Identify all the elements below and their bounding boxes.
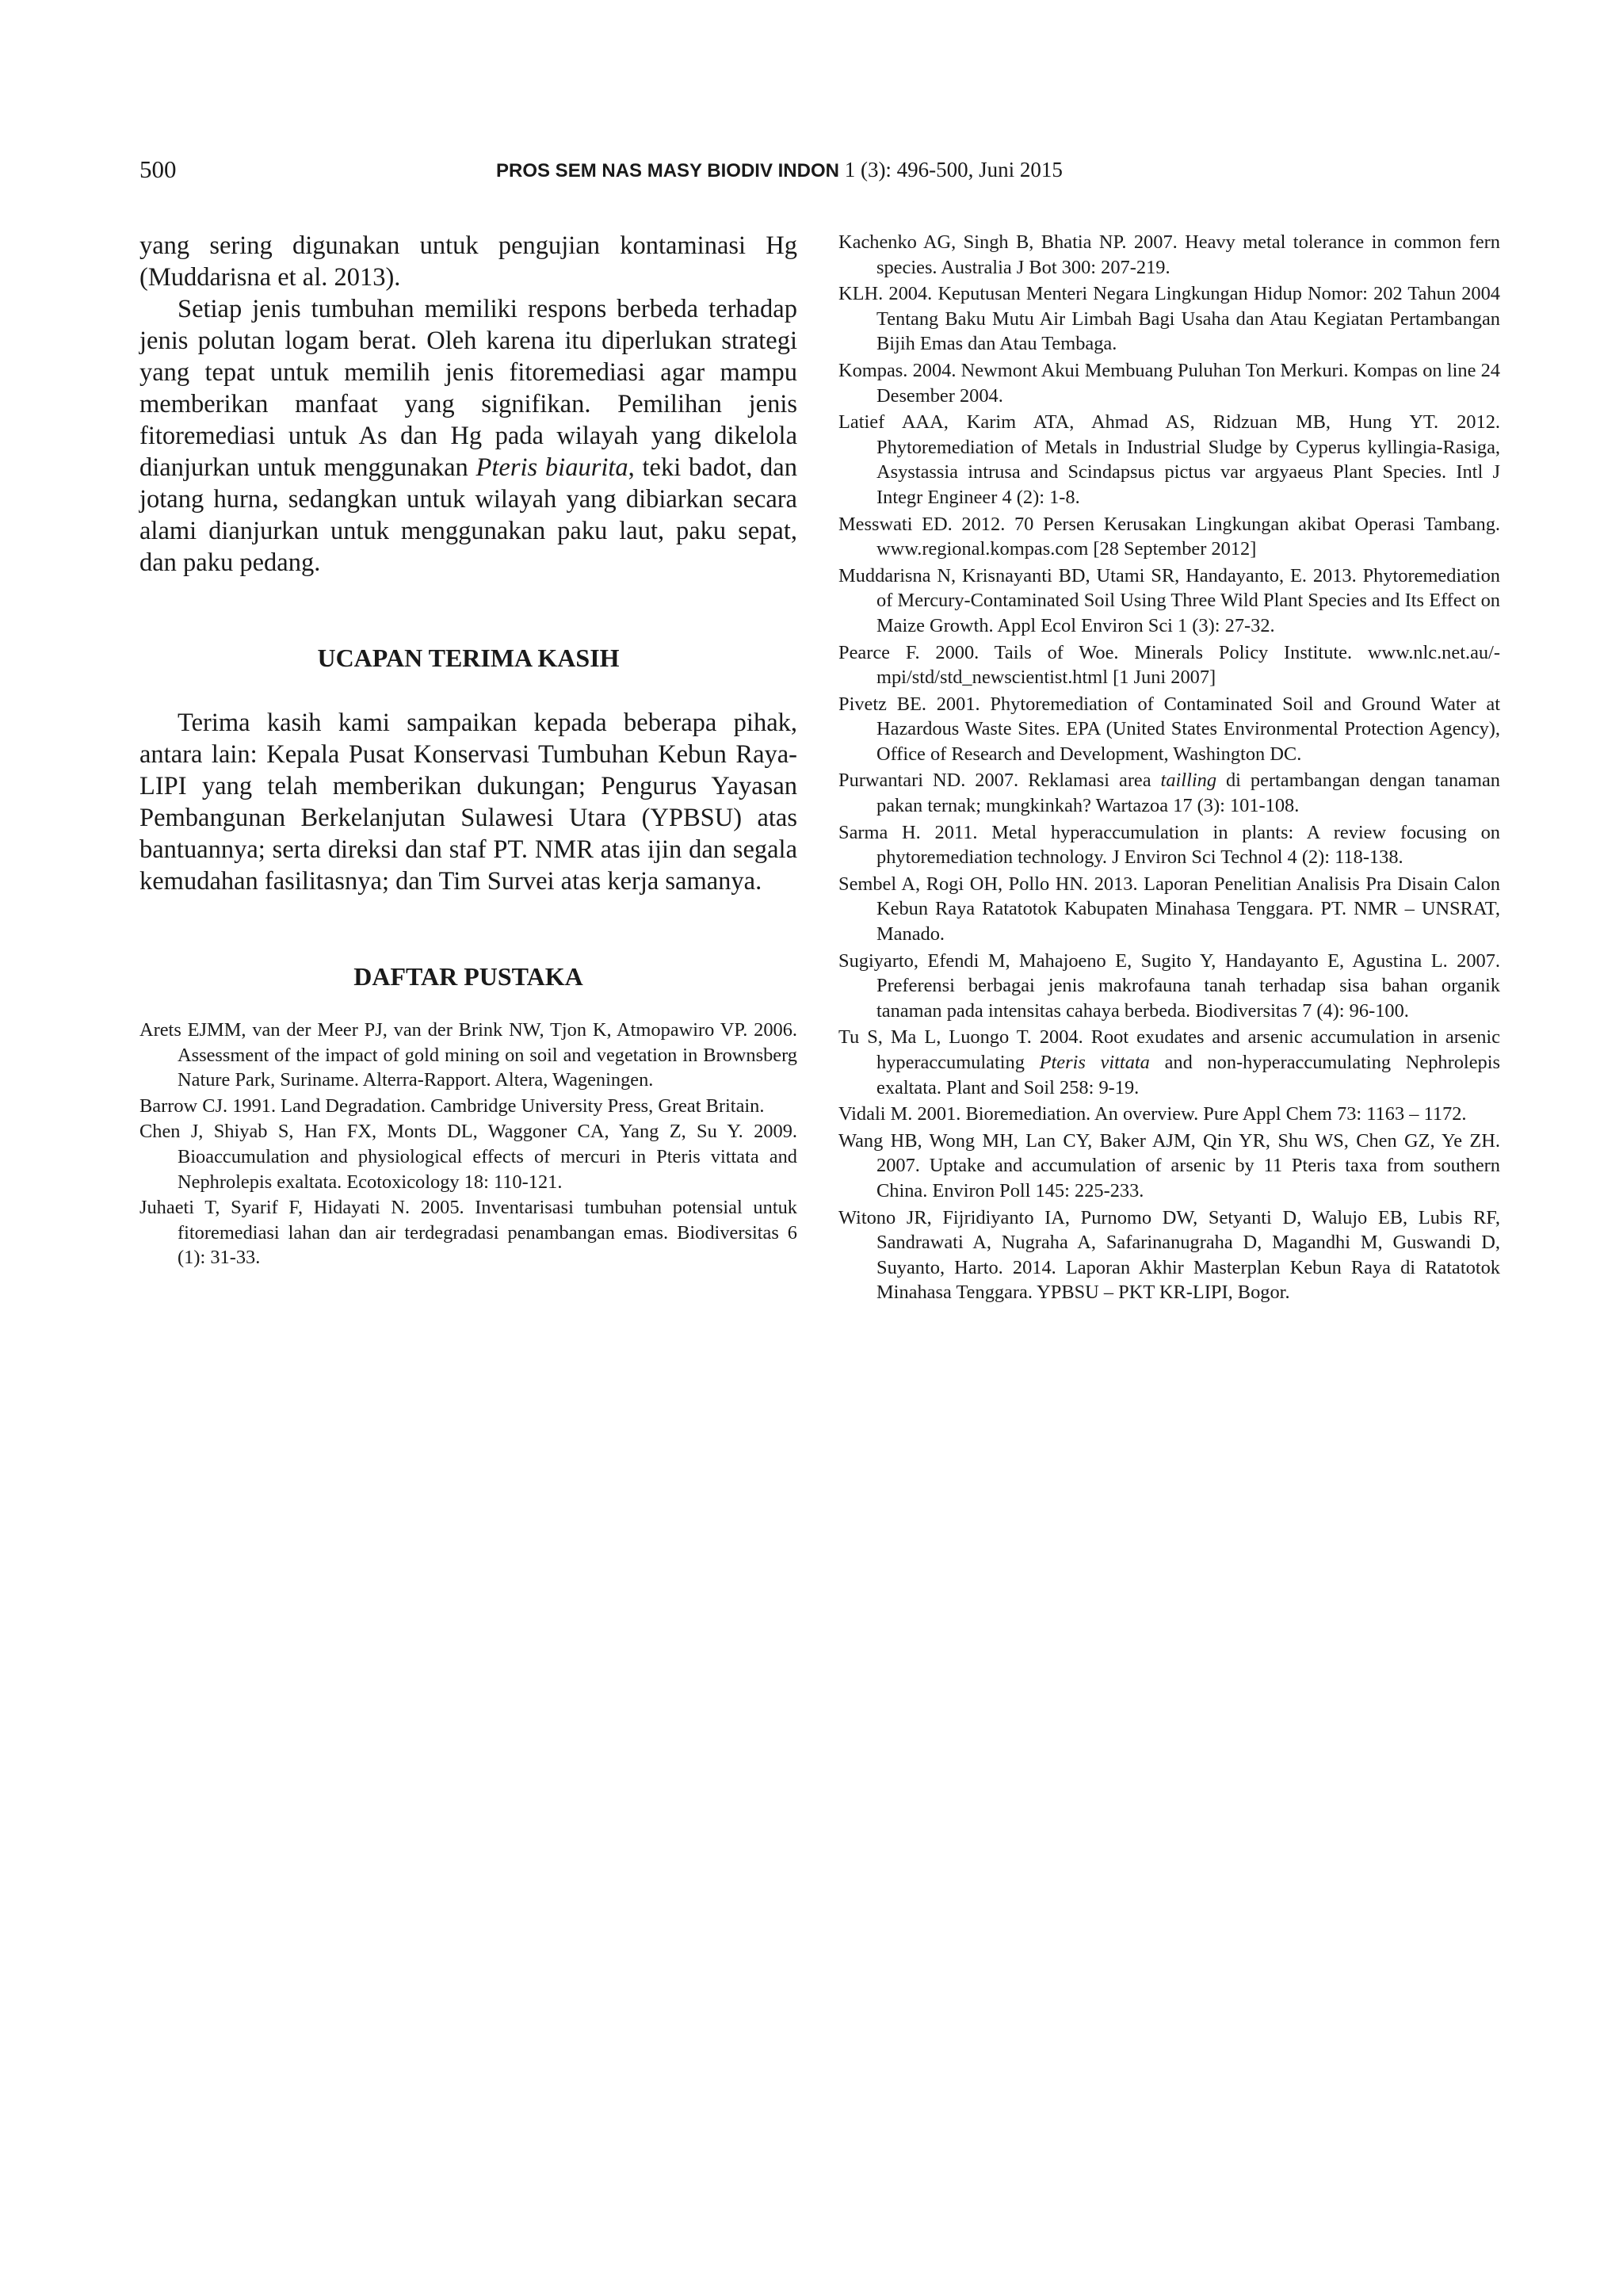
reference-item: Muddarisna N, Krisnayanti BD, Utami SR, Handayanto, E. 2013. Phytoremediation of Mercury-Contaminated Soil Using Three Wild Plant Species and Its Effect on Maize Growth. Appl Ecol Environ Sci 1 (3): 27-32. [838, 564, 1500, 636]
reference-item: Messwati ED. 2012. 70 Persen Kerusakan Lingkungan akibat Operasi Tambang. www.regional.kompas.com [28 September 2012] [838, 513, 1500, 560]
reference-text: and non-hyperaccumulating Nephrolepis exaltata. Plant and Soil 258: 9-19. [876, 1052, 1500, 1098]
journal-issue: 1 (3): 496-500, Juni 2015 [838, 158, 1063, 181]
reference-item: Witono JR, Fijridiyanto IA, Purnomo DW, Setyanti D, Walujo EB, Lubis RF, Sandrawati A, Nugraha A, Safarinanugraha D, Magandhi M, Guswandi D, Suyanto, Harto. 2014. Laporan Akhir Masterplan Kebun Raya di Ratatotok Minahasa Tenggara. YPBSU – PKT KR-LIPI, Bogor. [838, 1206, 1500, 1304]
reference-item: Sembel A, Rogi OH, Pollo HN. 2013. Laporan Penelitian Analisis Pra Disain Calon Kebun Raya Ratatotok Kabupaten Minahasa Tenggara. PT. NMR – UNSRAT, Manado. [838, 873, 1500, 946]
reference-item [838, 768, 1500, 818]
reference-item: Vidali M. 2001. Bioremediation. An overview. Pure Appl Chem 73: 1163 – 1172. [838, 1103, 1467, 1125]
reference-item: Kompas. 2004. Newmont Akui Membuang Puluhan Ton Merkuri. Kompas on line 24 Desember 2004. [838, 359, 1500, 407]
reference-item: Pivetz BE. 2001. Phytoremediation of Contaminated Soil and Ground Water at Hazardous Waste Sites. EPA (United States Environmental Protection Agency), Office of Research and Development, Washington DC. [838, 693, 1500, 765]
body-paragraph-2 [139, 293, 797, 579]
reference-item: Chen J, Shiyab S, Han FX, Monts DL, Waggoner CA, Yang Z, Su Y. 2009. Bioaccumulation and physiological effects of mercuri in Pteris vittata and Nephrolepis exaltata. Ecotoxicology 18: 110-121. [139, 1121, 797, 1193]
right-column [838, 230, 1500, 1307]
page-number: 500 [139, 155, 177, 183]
left-column [139, 230, 797, 1271]
reference-item: Sarma H. 2011. Metal hyperaccumulation in plants: A review focusing on phytoremediation technology. J Environ Sci Technol 4 (2): 118-138. [838, 821, 1500, 869]
reference-text: Purwantari ND. 2007. Reklamasi area [838, 770, 1161, 792]
species-name-italic: Pteris biaurita [475, 453, 628, 482]
reference-item: Latief AAA, Karim ATA, Ahmad AS, Ridzuan MB, Hung YT. 2012. Phytoremediation of Metals in Industrial Sludge by Cyperus kyllingia-Rasiga, Asystassia intrusa and Scindapsus pictus var argyaeus Plant Species. Intl J Integr Engineer 4 (2): 1-8. [838, 411, 1500, 508]
reference-item: Pearce F. 2000. Tails of Woe. Minerals Policy Institute. www.nlc.net.au/-mpi/std/std_newscientist.html [1 Juni 2007] [838, 641, 1500, 689]
reference-item: Arets EJMM, van der Meer PJ, van der Brink NW, Tjon K, Atmopawiro VP. 2006. Assessment of the impact of gold mining on soil and vegetation in Brownsberg Nature Park, Suriname. Alterra-Rapport. Altera, Wageningen. [139, 1019, 797, 1091]
reference-item: Barrow CJ. 1991. Land Degradation. Cambridge University Press, Great Britain. [139, 1095, 765, 1117]
reference-item: KLH. 2004. Keputusan Menteri Negara Lingkungan Hidup Nomor: 202 Tahun 2004 Tentang Baku Mutu Air Limbah Bagi Usaha dan Atau Kegiatan Pertambangan Bijih Emas dan Atau Tembaga. [838, 283, 1500, 355]
reference-list-left [139, 1018, 797, 1270]
reference-text: Tu S, Ma L, Luongo T. 2004. Root exudates and arsenic accumulation in arsenic hyperaccumulating [838, 1026, 1500, 1073]
references-heading: DAFTAR PUSTAKA [353, 962, 583, 991]
reference-italic-term: tailling [1160, 770, 1217, 792]
body-paragraph-2-part-b: , teki badot, dan jotang hurna, sedangkan untuk wilayah yang dibiarkan secara alami dianjurkan untuk menggunakan paku laut, paku sepat, dan paku pedang. [139, 453, 797, 577]
reference-italic-term: Pteris vittata [1039, 1052, 1150, 1073]
body-paragraph-1: yang sering digunakan untuk pengujian kontaminasi Hg (Muddarisna et al. 2013). [139, 231, 797, 292]
journal-name: PROS SEM NAS MASY BIODIV INDON [496, 160, 839, 181]
reference-item: Juhaeti T, Syarif F, Hidayati N. 2005. Inventarisasi tumbuhan potensial untuk fitoremediasi lahan dan air terdegradasi penambangan emas. Biodiversitas 6 (1): 31-33. [139, 1197, 797, 1269]
acknowledgement-text: Terima kasih kami sampaikan kepada beberapa pihak, antara lain: Kepala Pusat Konservasi Tumbuhan Kebun Raya-LIPI yang telah memberikan dukungan; Pengurus Yayasan Pembangunan Berkelanjutan Sulawesi Utara (YPBSU) atas bantuannya; serta direksi dan staf PT. NMR atas ijin dan segala kemudahan fasilitasnya; dan Tim Survei atas kerja samanya. [139, 709, 797, 896]
acknowledgement-heading: UCAPAN TERIMA KASIH [317, 644, 620, 672]
running-header [139, 154, 1141, 185]
body-paragraph-2-part-a: Setiap jenis tumbuhan memiliki respons berbeda terhadap jenis polutan logam berat. Oleh karena itu diperlukan strategi yang tepat untuk memilih jenis fitoremediasi agar mampu memberikan manfaat yang signifikan. Pemilihan jenis fitoremediasi untuk As dan Hg pada wilayah yang dikelola dianjurkan untuk menggunakan [139, 295, 797, 482]
reference-text: di pertambangan dengan tanaman pakan ternak; mungkinkah? Wartazoa 17 (3): 101-108. [876, 770, 1500, 817]
reference-item: Kachenko AG, Singh B, Bhatia NP. 2007. Heavy metal tolerance in common fern species. Australia J Bot 300: 207-219. [838, 231, 1500, 278]
reference-item [838, 1025, 1500, 1100]
journal-citation [496, 154, 1063, 187]
reference-list-right [838, 230, 1500, 1305]
reference-item: Sugiyarto, Efendi M, Mahajoeno E, Sugito Y, Handayanto E, Agustina L. 2007. Preferensi berbagai jenis makrofauna tanah terhadap sisa bahan organik tanaman pada intensitas cahaya berbeda. Biodiversitas 7 (4): 96-100. [838, 949, 1500, 1022]
reference-item: Wang HB, Wong MH, Lan CY, Baker AJM, Qin YR, Shu WS, Chen GZ, Ye ZH. 2007. Uptake and accumulation of arsenic by 11 Pteris taxa from southern China. Environ Poll 145: 225-233. [838, 1129, 1500, 1201]
